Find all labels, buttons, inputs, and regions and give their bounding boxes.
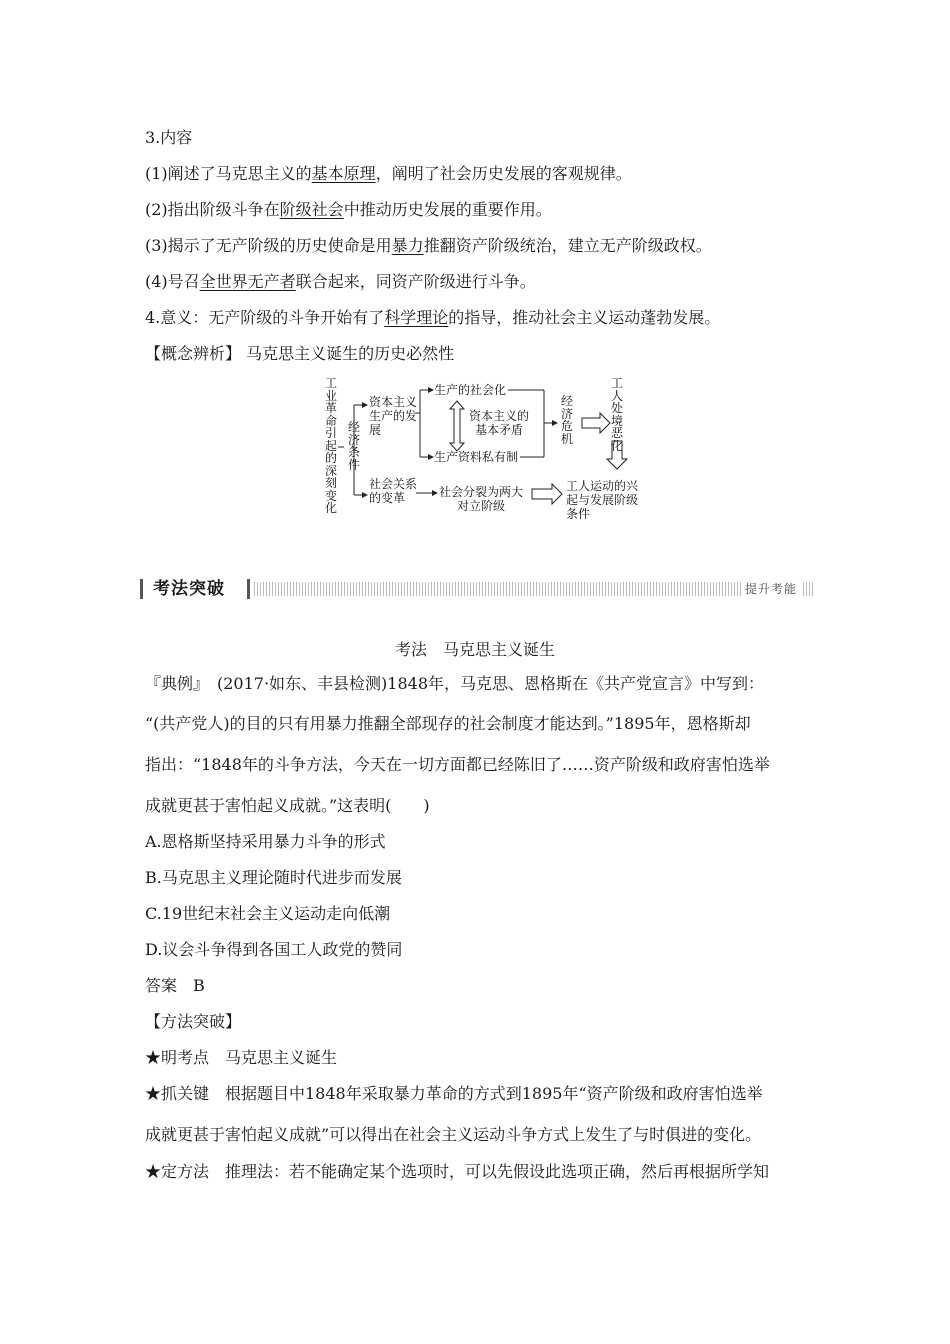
banner-bar	[247, 579, 250, 599]
concept-diagram	[320, 375, 640, 525]
content-item-2: (2)指出阶级斗争在阶级社会中推动历史发展的重要作用。	[145, 200, 552, 219]
diagram-node-industrial-revolution: 工业革命引起的深刻变化	[324, 376, 337, 515]
underlined-term: 暴力	[391, 236, 424, 255]
method-header: 【方法突破】	[145, 1012, 242, 1031]
method-line: ★抓关键 根据题目中1848年采取暴力革命的方式到1895年“资产阶级和政府害怕选举	[145, 1084, 763, 1103]
example-line: 『典例』 (2017·如东、丰县检测)1848年，马克思、恩格斯在《共产党宣言》中写到：	[145, 674, 765, 693]
content-item-4: (4)号召全世界无产者联合起来，同资产阶级进行斗争。	[145, 272, 536, 291]
meaning-line: 4.意义：无产阶级的斗争开始有了科学理论的指导，推动社会主义运动蓬勃发展。	[145, 308, 721, 327]
underlined-term: 全世界无产者	[199, 272, 296, 291]
underlined-term: 基本原理	[311, 164, 376, 183]
content-heading: 3.内容	[145, 128, 193, 147]
concept-line	[145, 344, 454, 364]
content-item-3: (3)揭示了无产阶级的历史使命是用暴力推翻资产阶级统治，建立无产阶级政权。	[145, 236, 712, 255]
diagram-node-two-classes: 社会分裂为两大对立阶级	[438, 485, 523, 513]
banner-subtitle: 提升考能	[741, 581, 801, 597]
underlined-term: 科学理论	[384, 308, 449, 327]
banner-bar	[140, 579, 143, 599]
method-line: 成就更甚于害怕起义成就”可以得出在社会主义运动斗争方式上发生了与时俱进的变化。	[145, 1125, 762, 1144]
example-line: “(共产党人)的目的只有用暴力推翻全部现存的社会制度才能达到。”1895年，恩格斯却	[145, 714, 751, 733]
section-banner	[140, 576, 813, 602]
concept-tag: 【概念辨析】	[145, 344, 242, 363]
option-a: A.恩格斯坚持采用暴力斗争的形式	[145, 832, 386, 851]
underlined-term: 阶级社会	[279, 200, 344, 219]
option-c: C.19世纪末社会主义运动走向低潮	[145, 904, 391, 923]
diagram-node-social-relations: 社会关系的变革	[369, 477, 418, 505]
diagram-node-socialized-production: 生产的社会化	[434, 383, 507, 397]
content-item-1: (1)阐述了马克思主义的基本原理，阐明了社会历史发展的客观规律。	[145, 164, 632, 183]
banner-hatch	[254, 582, 813, 596]
diagram-node-economic-conditions: 经济条件	[347, 420, 360, 472]
answer-line: 答案 B	[145, 976, 205, 995]
diagram-node-workers-movement: 工人运动的兴起与发展阶级条件	[566, 479, 639, 521]
diagram-node-workers-worsened: 工人处境恶化	[610, 376, 623, 453]
method-line: ★明考点 马克思主义诞生	[145, 1048, 338, 1067]
diagram-node-capitalist-production: 资本主义生产的发展	[369, 395, 418, 437]
example-line: 指出：“1848年的斗争方法，今天在一切方面都已经陈旧了……资产阶级和政府害怕选举	[145, 755, 770, 774]
method-line: ★定方法 推理法：若不能确定某个选项时，可以先假设此选项正确，然后再根据所学知	[145, 1162, 770, 1181]
option-d: D.议会斗争得到各国工人政党的赞同	[145, 940, 403, 959]
diagram-node-private-ownership: 生产资料私有制	[434, 450, 519, 464]
option-b: B.马克思主义理论随时代进步而发展	[145, 868, 402, 887]
example-line: 成就更甚于害怕起义成就。”这表明( )	[145, 796, 430, 815]
section-title: 考法 马克思主义诞生	[394, 640, 555, 659]
diagram-node-economic-crisis: 经济危机	[560, 394, 573, 446]
banner-title: 考法突破	[147, 578, 231, 600]
diagram-node-basic-contradiction: 资本主义的基本矛盾	[468, 409, 529, 437]
concept-title: 马克思主义诞生的历史必然性	[246, 344, 455, 363]
